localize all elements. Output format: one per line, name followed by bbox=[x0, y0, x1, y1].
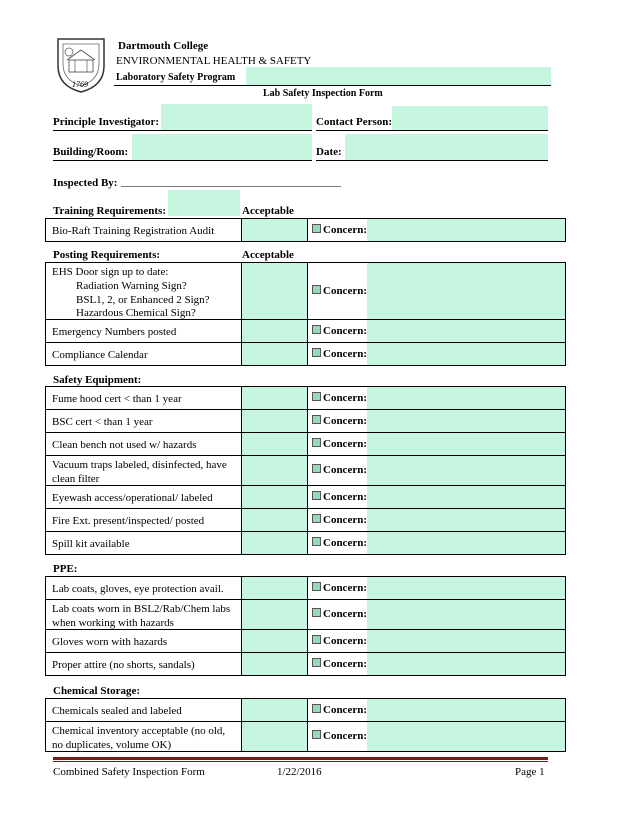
concern-label[interactable]: Concern: bbox=[312, 464, 367, 476]
table-row bbox=[45, 432, 566, 456]
table-row bbox=[45, 531, 566, 555]
acceptable-cell[interactable] bbox=[241, 486, 308, 508]
checkbox-icon bbox=[312, 224, 321, 233]
row-label: Clean bench not used w/ hazards bbox=[52, 439, 197, 451]
contact-field[interactable] bbox=[392, 106, 548, 130]
concern-cell bbox=[307, 433, 368, 455]
table-row bbox=[45, 218, 566, 242]
date-field[interactable] bbox=[345, 134, 548, 160]
building-underline bbox=[53, 160, 312, 161]
concern-note[interactable] bbox=[367, 630, 565, 652]
date-label: Date: bbox=[316, 146, 342, 158]
table-row bbox=[45, 629, 566, 653]
checkbox-icon bbox=[312, 325, 321, 334]
concern-cell bbox=[307, 600, 368, 629]
concern-note[interactable] bbox=[367, 509, 565, 531]
concern-label[interactable]: Concern: bbox=[312, 325, 367, 337]
concern-note[interactable] bbox=[367, 320, 565, 342]
college-seal bbox=[55, 36, 107, 94]
pi-field[interactable] bbox=[161, 104, 312, 130]
row-label: Fume hood cert < than 1 year bbox=[52, 393, 182, 405]
acceptable-cell[interactable] bbox=[241, 509, 308, 531]
checkbox-icon bbox=[312, 415, 321, 424]
table-row bbox=[45, 652, 566, 676]
concern-cell bbox=[307, 410, 368, 432]
concern-label[interactable]: Concern: bbox=[312, 438, 367, 450]
acceptable-cell[interactable] bbox=[241, 630, 308, 652]
pi-underline bbox=[53, 130, 312, 131]
concern-note[interactable] bbox=[367, 219, 565, 241]
concern-label[interactable]: Concern: bbox=[312, 348, 367, 360]
posting-acceptable-header: Acceptable bbox=[242, 249, 294, 261]
program-name: Laboratory Safety Program bbox=[116, 72, 236, 83]
row-label: Lab coats worn in BSL2/Rab/Chem labs when working with hazards bbox=[52, 603, 231, 629]
checkbox-icon bbox=[312, 491, 321, 500]
row-sublabel: Hazardous Chemical Sign? bbox=[76, 307, 196, 319]
concern-note[interactable] bbox=[367, 486, 565, 508]
concern-cell bbox=[307, 456, 368, 485]
concern-label[interactable]: Concern: bbox=[312, 491, 367, 503]
acceptable-cell[interactable] bbox=[241, 456, 308, 485]
row-label: Eyewash access/operational/ labeled bbox=[52, 492, 213, 504]
date-underline bbox=[316, 160, 548, 161]
concern-note[interactable] bbox=[367, 343, 565, 365]
checkbox-icon bbox=[312, 704, 321, 713]
building-label: Building/Room: bbox=[53, 146, 129, 158]
concern-cell bbox=[307, 577, 368, 599]
acceptable-cell[interactable] bbox=[241, 532, 308, 554]
concern-cell bbox=[307, 343, 368, 365]
inspected-line[interactable]: ________________________________________ bbox=[121, 176, 341, 188]
concern-note[interactable] bbox=[367, 387, 565, 409]
table-row bbox=[45, 485, 566, 509]
concern-label[interactable]: Concern: bbox=[312, 514, 367, 526]
checkbox-icon bbox=[312, 464, 321, 473]
concern-cell bbox=[307, 263, 368, 319]
concern-note[interactable] bbox=[367, 532, 565, 554]
row-label: Chemical inventory acceptable (no old, no duplicates, volume OK) bbox=[52, 725, 226, 751]
table-row bbox=[45, 576, 566, 600]
acceptable-cell[interactable] bbox=[241, 320, 308, 342]
checkbox-icon bbox=[312, 348, 321, 357]
checkbox-icon bbox=[312, 635, 321, 644]
acceptable-cell[interactable] bbox=[241, 387, 308, 409]
acceptable-cell[interactable] bbox=[241, 219, 308, 241]
concern-note[interactable] bbox=[367, 600, 565, 629]
row-label: Compliance Calendar bbox=[52, 349, 148, 361]
header-rule bbox=[114, 85, 551, 86]
acceptable-cell[interactable] bbox=[241, 722, 308, 751]
table-row bbox=[45, 409, 566, 433]
concern-label[interactable]: Concern: bbox=[312, 658, 367, 670]
concern-note[interactable] bbox=[367, 433, 565, 455]
concern-note[interactable] bbox=[367, 722, 565, 751]
training-acceptable-header: Acceptable bbox=[242, 205, 294, 217]
inspected-label: Inspected By: bbox=[53, 177, 118, 189]
acceptable-cell[interactable] bbox=[241, 699, 308, 721]
footer-date: 1/22/2016 bbox=[277, 766, 322, 778]
checkbox-icon bbox=[312, 537, 321, 546]
concern-label[interactable]: Concern: bbox=[312, 582, 367, 594]
table-row bbox=[45, 698, 566, 722]
checkbox-icon bbox=[312, 582, 321, 591]
concern-note[interactable] bbox=[367, 653, 565, 675]
concern-cell bbox=[307, 486, 368, 508]
acceptable-cell[interactable] bbox=[241, 600, 308, 629]
acceptable-cell[interactable] bbox=[241, 653, 308, 675]
checkbox-icon bbox=[312, 658, 321, 667]
table-row bbox=[45, 386, 566, 410]
checkbox-icon bbox=[312, 392, 321, 401]
row-label: EHS Door sign up to date: bbox=[52, 266, 169, 278]
building-field[interactable] bbox=[132, 134, 312, 160]
ppe-title: PPE: bbox=[53, 563, 78, 575]
row-label: Vacuum traps labeled, disinfected, have clean filter bbox=[52, 459, 227, 485]
table-row bbox=[45, 508, 566, 532]
concern-label[interactable]: Concern: bbox=[312, 608, 367, 620]
acceptable-cell[interactable] bbox=[241, 577, 308, 599]
concern-cell bbox=[307, 699, 368, 721]
row-label: Proper attire (no shorts, sandals) bbox=[52, 659, 195, 671]
concern-label[interactable]: Concern: bbox=[312, 537, 367, 549]
concern-cell bbox=[307, 320, 368, 342]
concern-cell bbox=[307, 722, 368, 751]
footer-title: Combined Safety Inspection Form bbox=[53, 766, 205, 778]
concern-note[interactable] bbox=[367, 456, 565, 485]
footer-rule bbox=[53, 757, 548, 760]
table-row bbox=[45, 262, 566, 320]
acceptable-cell[interactable] bbox=[241, 433, 308, 455]
table-row bbox=[45, 455, 566, 486]
safety-title: Safety Equipment: bbox=[53, 374, 142, 386]
department-name: ENVIRONMENTAL HEALTH & SAFETY bbox=[116, 55, 312, 67]
concern-note[interactable] bbox=[367, 410, 565, 432]
college-name: Dartmouth College bbox=[118, 40, 209, 52]
acceptable-cell[interactable] bbox=[241, 263, 308, 319]
row-label: Lab coats, gloves, eye protection avail. bbox=[52, 583, 224, 595]
concern-cell bbox=[307, 630, 368, 652]
concern-cell bbox=[307, 509, 368, 531]
checkbox-icon bbox=[312, 285, 321, 294]
row-label: BSC cert < than 1 year bbox=[52, 416, 153, 428]
seal-year: 1769 bbox=[72, 80, 88, 89]
posting-title: Posting Requirements: bbox=[53, 249, 161, 261]
row-label: Chemicals sealed and labeled bbox=[52, 705, 182, 717]
concern-label[interactable]: Concern: bbox=[312, 704, 367, 716]
checkbox-icon bbox=[312, 608, 321, 617]
concern-note[interactable] bbox=[367, 699, 565, 721]
concern-label[interactable]: Concern: bbox=[312, 415, 367, 427]
chemical-title: Chemical Storage: bbox=[53, 685, 141, 697]
footer-rule-thin bbox=[53, 761, 548, 762]
checkbox-icon bbox=[312, 730, 321, 739]
row-label: Emergency Numbers posted bbox=[52, 326, 177, 338]
concern-label[interactable]: Concern: bbox=[312, 285, 367, 297]
table-row bbox=[45, 721, 566, 752]
acceptable-cell[interactable] bbox=[241, 343, 308, 365]
concern-cell bbox=[307, 532, 368, 554]
concern-label[interactable]: Concern: bbox=[312, 635, 367, 647]
form-title: Lab Safety Inspection Form bbox=[263, 88, 383, 99]
row-sublabel: Radiation Warning Sign? bbox=[76, 280, 187, 292]
footer-page: Page 1 bbox=[515, 766, 545, 778]
row-label: Spill kit available bbox=[52, 538, 130, 550]
table-row bbox=[45, 319, 566, 343]
concern-note[interactable] bbox=[367, 577, 565, 599]
concern-label[interactable]: Concern: bbox=[312, 392, 367, 404]
table-row bbox=[45, 599, 566, 630]
program-fill bbox=[246, 67, 551, 85]
acceptable-cell[interactable] bbox=[241, 410, 308, 432]
concern-note[interactable] bbox=[367, 263, 565, 319]
concern-cell bbox=[307, 387, 368, 409]
contact-underline bbox=[316, 130, 548, 131]
table-row bbox=[45, 342, 566, 366]
checkbox-icon bbox=[312, 514, 321, 523]
concern-cell bbox=[307, 219, 368, 241]
training-fill bbox=[168, 190, 240, 216]
row-label: Bio-Raft Training Registration Audit bbox=[52, 225, 215, 237]
concern-label[interactable]: Concern: bbox=[312, 730, 367, 742]
pi-label: Principle Investigator: bbox=[53, 116, 160, 128]
contact-label: Contact Person: bbox=[316, 116, 393, 128]
concern-label[interactable]: Concern: bbox=[312, 224, 367, 236]
concern-cell bbox=[307, 653, 368, 675]
row-label: Fire Ext. present/inspected/ posted bbox=[52, 515, 205, 527]
training-title: Training Requirements: bbox=[53, 205, 166, 217]
row-sublabel: BSL1, 2, or Enhanced 2 Sign? bbox=[76, 294, 210, 306]
checkbox-icon bbox=[312, 438, 321, 447]
row-label: Gloves worn with hazards bbox=[52, 636, 168, 648]
